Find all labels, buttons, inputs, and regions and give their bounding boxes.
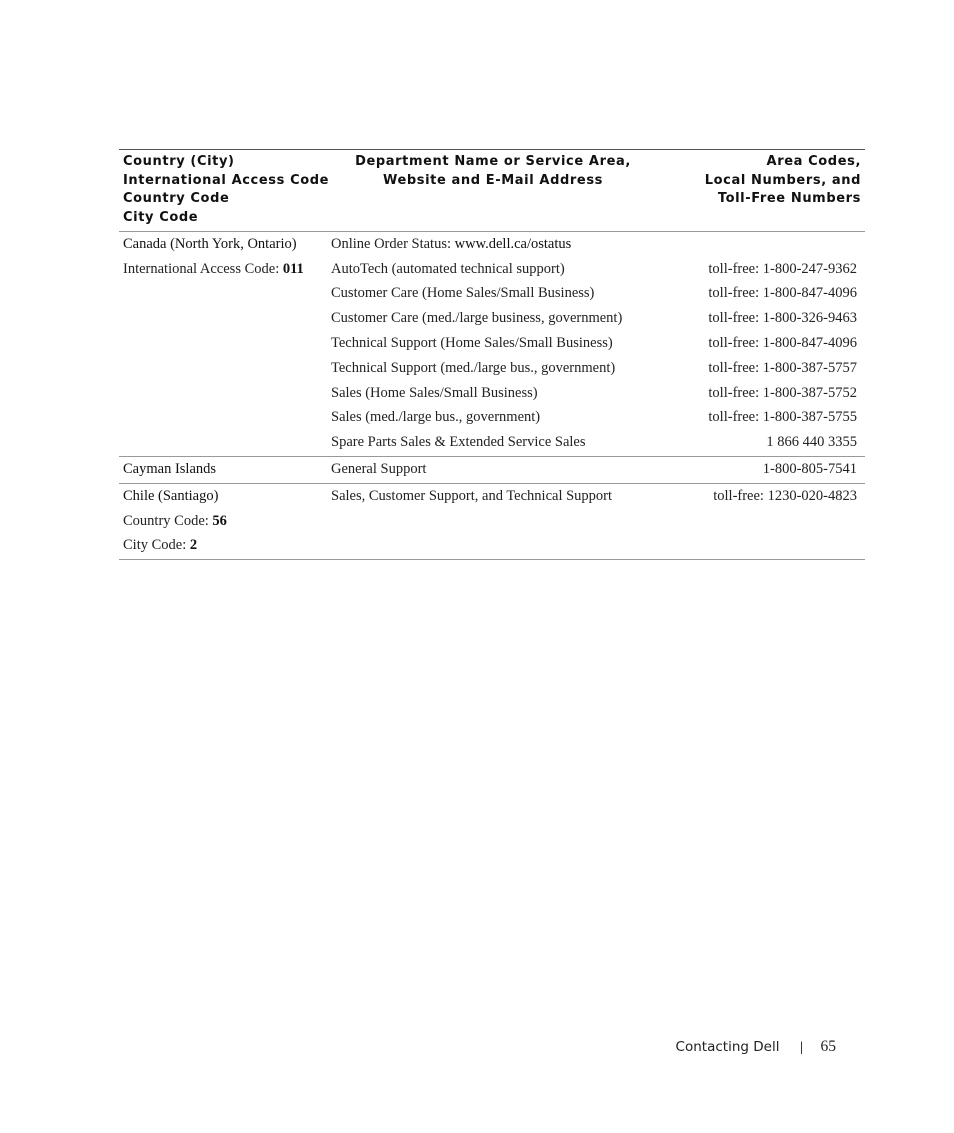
department-cell: Sales (Home Sales/Small Business) — [331, 384, 538, 401]
department-cell: General Support — [331, 461, 427, 478]
number-cell: 1-800-805-7541 — [762, 461, 857, 478]
header-line: Local Numbers, and — [704, 172, 861, 188]
number-cell: toll-free: 1230-020-4823 — [713, 487, 857, 504]
table-row — [119, 381, 865, 406]
country-group-cayman — [119, 457, 865, 484]
country-cell — [119, 537, 331, 554]
header-line: Website and E-Mail Address — [382, 172, 603, 188]
country-cell — [119, 236, 331, 253]
header-line: Toll-Free Numbers — [717, 191, 861, 206]
number-cell: toll-free: 1-800-387-5755 — [708, 409, 857, 426]
table-row — [119, 232, 865, 257]
country-name: Cayman Islands — [123, 461, 217, 478]
country-group-canada — [119, 232, 865, 457]
country-cell — [119, 488, 331, 505]
header-line: Department Name or Service Area, — [355, 154, 631, 169]
header-line: Country (City) — [123, 154, 235, 169]
header-line: Area Codes, — [766, 154, 861, 169]
department-cell: AutoTech (automated technical support) — [331, 260, 565, 277]
department-cell: Technical Support (med./large bus., government) — [331, 359, 616, 376]
table-row — [119, 282, 865, 307]
country-name: Chile (Santiago) — [123, 487, 219, 504]
table-row — [119, 430, 865, 455]
footer-separator: | — [799, 1040, 804, 1054]
header-col-numbers — [655, 153, 865, 227]
number-cell: toll-free: 1-800-387-5757 — [708, 359, 857, 376]
cell-label: Country Code: — [123, 512, 213, 529]
country-cell — [119, 461, 331, 478]
table-row — [119, 306, 865, 331]
department-cell: Customer Care (med./large business, government) — [331, 310, 623, 327]
table-row — [119, 406, 865, 431]
cell-value: 56 — [212, 512, 227, 529]
cell-label: International Access Code: — [123, 260, 283, 277]
department-cell: Sales, Customer Support, and Technical Support — [331, 487, 613, 504]
department-cell — [331, 236, 857, 253]
department-cell: Sales (med./large bus., government) — [331, 409, 541, 426]
table-row — [119, 356, 865, 381]
table-row — [119, 331, 865, 356]
header-line: City Code — [123, 209, 199, 225]
country-group-chile — [119, 484, 865, 560]
cell-value: 011 — [282, 260, 304, 277]
number-cell: toll-free: 1-800-387-5752 — [708, 384, 857, 401]
department-cell: Customer Care (Home Sales/Small Business) — [331, 285, 595, 302]
header-col-department — [325, 153, 655, 227]
table-row — [119, 534, 865, 559]
table-row — [119, 457, 865, 482]
header-line: Country Code — [123, 191, 230, 206]
country-cell — [119, 261, 331, 278]
cell-value: 2 — [189, 537, 198, 554]
header-col-country — [119, 153, 330, 227]
table-row — [119, 509, 865, 534]
number-cell: 1 866 440 3355 — [766, 434, 857, 451]
number-cell: toll-free: 1-800-326-9463 — [708, 310, 857, 327]
page-footer — [600, 1038, 836, 1056]
department-cell: Spare Parts Sales & Extended Service Sales — [331, 434, 586, 451]
country-name: Canada (North York, Ontario) — [123, 235, 297, 252]
department-cell: Technical Support (Home Sales/Small Business) — [331, 335, 613, 352]
number-cell: toll-free: 1-800-247-9362 — [708, 260, 857, 277]
contact-table — [119, 149, 865, 560]
footer-section-title: Contacting Dell — [675, 1039, 780, 1055]
table-row — [119, 257, 865, 282]
page-number: 65 — [820, 1038, 836, 1055]
cell-label: City Code: — [123, 537, 190, 554]
table-header — [119, 149, 865, 232]
table-row — [119, 484, 865, 509]
country-cell — [119, 513, 331, 530]
number-cell: toll-free: 1-800-847-4096 — [708, 335, 857, 352]
website-link[interactable]: www.dell.ca/ostatus — [454, 235, 572, 252]
header-line: International Access Code — [123, 172, 330, 188]
number-cell: toll-free: 1-800-847-4096 — [708, 285, 857, 302]
department-label: Online Order Status: — [331, 235, 455, 252]
